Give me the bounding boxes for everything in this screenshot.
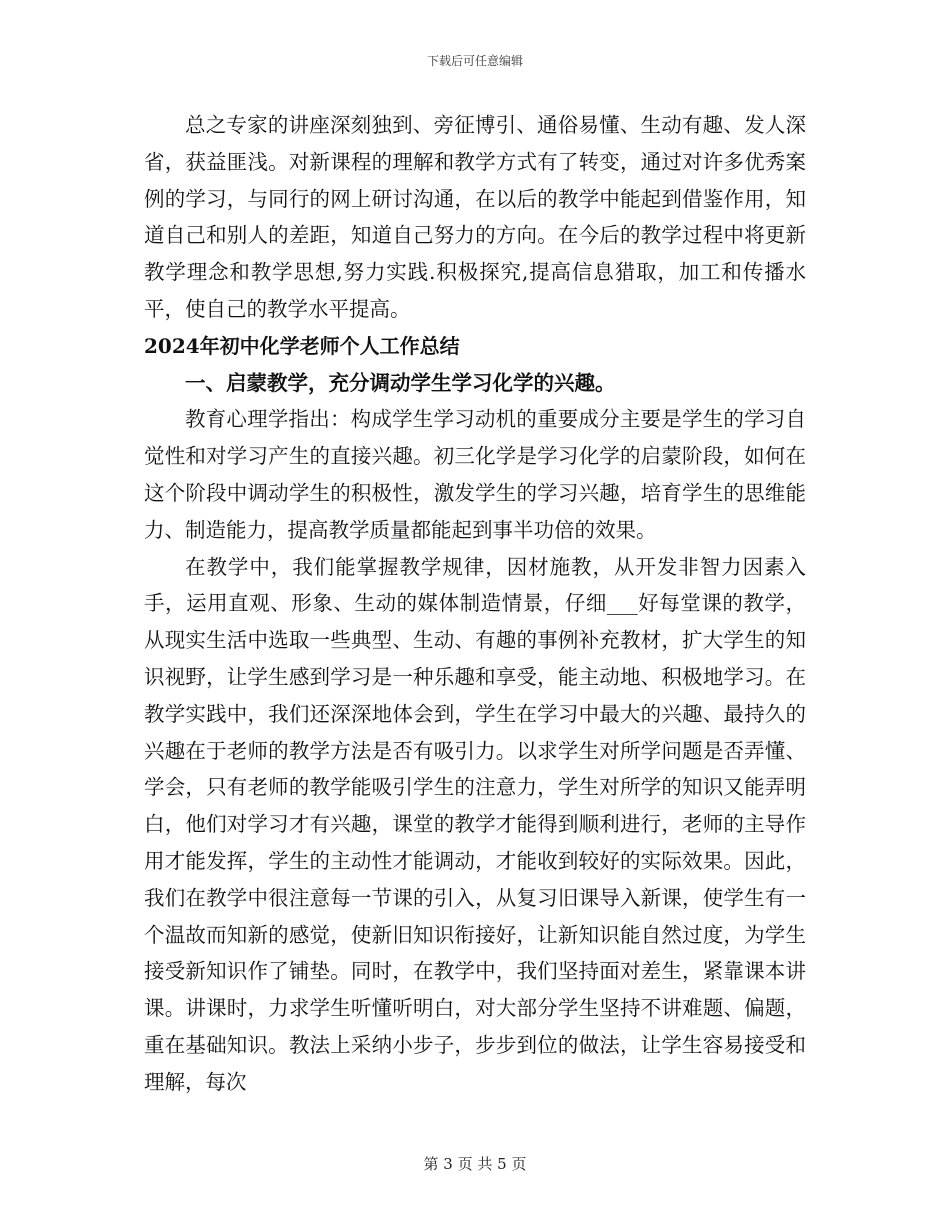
section-heading-1: 一、启蒙教学，充分调动学生学习化学的兴趣。 [185, 370, 616, 395]
page-header: 下载后可任意编辑 [426, 54, 523, 68]
paragraph-psychology: 教育心理学指出：构成学生学习动机的重要成分主要是学生的学习自觉性和对学习产生的直接兴趣。初三化学是学习化学的启蒙阶段，如何在这个阶段中调动学生的积极性，激发学生的学习兴趣，培育学生的思维能力、制造能力，提高教学质量都能起到事半功倍的效果。 [144, 407, 806, 542]
page-footer: 第 3 页 共 5 页 [423, 1155, 527, 1173]
paragraph-summary: 总之专家的讲座深刻独到、旁征博引、通俗易懂、生动有趣、发人深省，获益匪浅。对新课程的理解和教学方式有了转变，通过对许多优秀案例的学习，与同行的网上研讨沟通，在以后的教学中能起到借鉴作用，知道自己和别人的差距，知道自己努力的方向。在今后的教学过程中将更新教学理念和教学思想,努力实践.积极探究,提高信息猎取，加工和传播水平，使自己的教学水平提高。 [144, 113, 806, 321]
paragraph-teaching: 在教学中，我们能掌握教学规律，因材施教，从开发非智力因素入手，运用直观、形象、生动的媒体制造情景，仔细___好每堂课的教学，从现实生活中选取一些典型、生动、有趣的事例补充教材，扩大学生的知识视野，让学生感到学习是一种乐趣和享受，能主动地、积极地学习。在教学实践中，我们还深深地体会到，学生在学习中最大的兴趣、最持久的兴趣在于老师的教学方法是否有吸引力。以求学生对所学问题是否弄懂、学会，只有老师的教学能吸引学生的注意力，学生对所学的知识又能弄明白，他们对学习才有兴趣，课堂的教学才能得到顺利进行，老师的主导作用才能发挥，学生的主动性才能调动，才能收到较好的实际效果。因此，我们在教学中很注意每一节课的引入，从复习旧课导入新课，使学生有一个温故而知新的感觉，使新旧知识衔接好，让新知识能自然过度，为学生接受新知识作了铺垫。同时，在教学中，我们坚持面对差生，紧靠课本讲课。讲课时，力求学生听懂听明白，对大部分学生坚持不讲难题、偏题，重在基础知识。教法上采纳小步子，步步到位的做法，让学生容易接受和理解，每次 [144, 554, 806, 1094]
document-title: 2024年初中化学老师个人工作总结 [144, 333, 460, 358]
document-body [144, 107, 806, 1101]
